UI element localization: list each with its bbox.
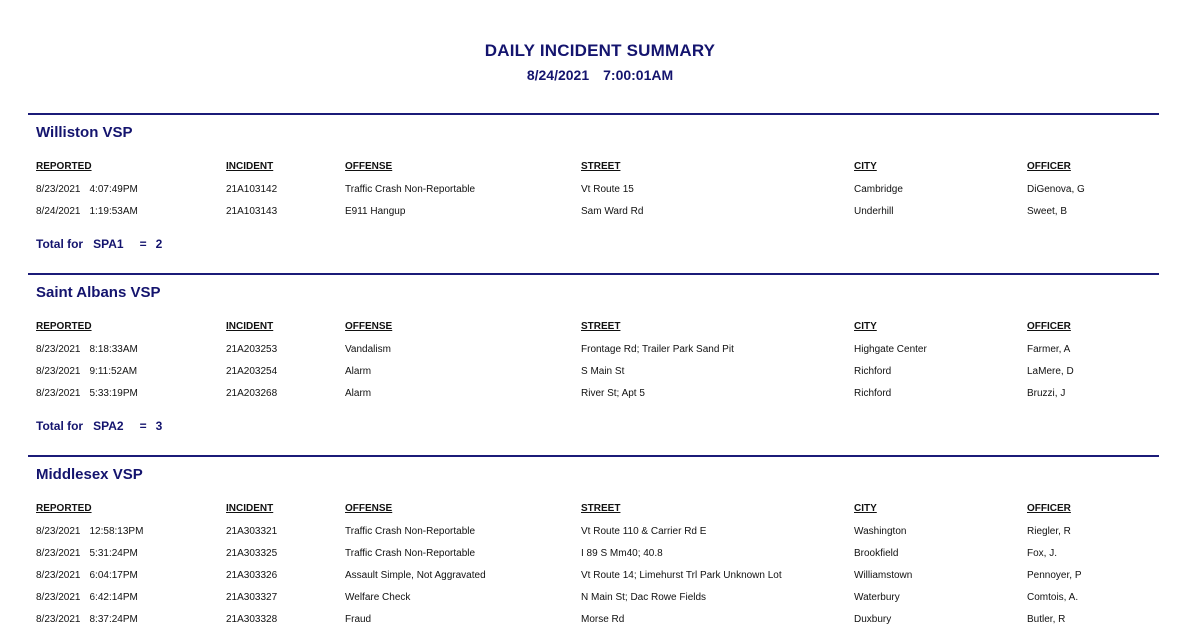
incident-cell: 21A303328: [226, 614, 278, 625]
incident-cell: 21A303327: [226, 592, 278, 603]
reported-cell: [36, 591, 138, 605]
offense-cell: Welfare Check: [345, 592, 411, 603]
reported-time: 5:31:24PM: [89, 548, 138, 559]
table-row: [28, 613, 1159, 629]
officer-cell: Riegler, R: [1027, 526, 1071, 537]
reported-cell: [36, 343, 138, 357]
incident-cell: 21A303321: [226, 526, 278, 537]
reported-cell: [36, 387, 138, 401]
col-reported: REPORTED: [36, 503, 92, 514]
officer-cell: Bruzzi, J: [1027, 388, 1066, 399]
officer-cell: Fox, J.: [1027, 548, 1058, 559]
offense-cell: Alarm: [345, 366, 372, 377]
reported-cell: [36, 365, 137, 379]
section-divider: [28, 455, 1159, 457]
street-cell: Sam Ward Rd: [581, 206, 644, 217]
reported-time: 4:07:49PM: [89, 184, 138, 195]
offense-cell: Traffic Crash Non-Reportable: [345, 526, 476, 537]
col-incident: INCIDENT: [226, 161, 274, 172]
city-cell: Richford: [854, 388, 892, 399]
col-street: STREET: [581, 503, 621, 514]
col-street: STREET: [581, 161, 621, 172]
incident-cell: 21A303326: [226, 570, 278, 581]
col-officer: OFFICER: [1027, 321, 1071, 332]
reported-date: 8/23/2021: [36, 388, 81, 399]
total-count: 2: [155, 237, 163, 251]
section-divider: [28, 113, 1159, 115]
reported-date: 8/23/2021: [36, 526, 81, 537]
reported-time: 8:37:24PM: [89, 614, 138, 625]
total-count: 3: [155, 419, 163, 433]
offense-cell: Traffic Crash Non-Reportable: [345, 184, 476, 195]
street-cell: I 89 S Mm40; 40.8: [581, 548, 663, 559]
city-cell: Richford: [854, 366, 892, 377]
reported-cell: [36, 547, 138, 561]
officer-cell: Pennoyer, P: [1027, 570, 1082, 581]
reported-time: 6:04:17PM: [89, 570, 138, 581]
column-header-row: [28, 320, 1159, 336]
offense-cell: E911 Hangup: [345, 206, 406, 217]
reported-date: 8/23/2021: [36, 184, 81, 195]
street-cell: Vt Route 14; Limehurst Trl Park Unknown Lot: [581, 570, 782, 581]
col-offense: OFFENSE: [345, 161, 393, 172]
street-cell: N Main St; Dac Rowe Fields: [581, 592, 707, 603]
reported-time: 1:19:53AM: [89, 206, 138, 217]
report-title: DAILY INCIDENT SUMMARY: [484, 41, 716, 60]
col-officer: OFFICER: [1027, 503, 1071, 514]
section-title: Williston VSP: [36, 124, 133, 141]
col-officer: OFFICER: [1027, 161, 1071, 172]
col-city: CITY: [854, 503, 877, 514]
total-area: SPA1: [93, 237, 124, 251]
section-total: [36, 419, 162, 433]
table-row: [28, 365, 1159, 381]
city-cell: Williamstown: [854, 570, 913, 581]
offense-cell: Fraud: [345, 614, 372, 625]
total-equals: =: [139, 237, 147, 251]
city-cell: Highgate Center: [854, 344, 927, 355]
column-header-row: [28, 160, 1159, 176]
col-offense: OFFENSE: [345, 321, 393, 332]
report-datetime: [0, 67, 1200, 83]
reported-date: 8/23/2021: [36, 614, 81, 625]
reported-time: 5:33:19PM: [89, 388, 138, 399]
reported-cell: [36, 205, 138, 219]
reported-time: 9:11:52AM: [89, 366, 138, 377]
col-street: STREET: [581, 321, 621, 332]
offense-cell: Vandalism: [345, 344, 391, 355]
incident-cell: 21A203268: [226, 388, 278, 399]
table-row: [28, 569, 1159, 585]
section-total: [36, 237, 162, 251]
street-cell: Morse Rd: [581, 614, 625, 625]
incident-cell: 21A103142: [226, 184, 278, 195]
col-reported: REPORTED: [36, 161, 92, 172]
reported-cell: [36, 525, 143, 539]
reported-cell: [36, 613, 138, 627]
officer-cell: Farmer, A: [1027, 344, 1071, 355]
street-cell: Frontage Rd; Trailer Park Sand Pit: [581, 344, 734, 355]
section-middlesex: [28, 455, 1159, 630]
section-divider: [28, 273, 1159, 275]
reported-date: 8/23/2021: [36, 548, 81, 559]
offense-cell: Traffic Crash Non-Reportable: [345, 548, 476, 559]
street-cell: S Main St: [581, 366, 625, 377]
reported-date: 8/23/2021: [36, 366, 81, 377]
report-time: 7:00:01AM: [603, 67, 674, 83]
section-williston: [28, 113, 1159, 263]
reported-date: 8/23/2021: [36, 570, 81, 581]
table-row: [28, 183, 1159, 199]
col-reported: REPORTED: [36, 321, 92, 332]
reported-date: 8/23/2021: [36, 344, 81, 355]
offense-cell: Alarm: [345, 388, 372, 399]
city-cell: Underhill: [854, 206, 894, 217]
table-row: [28, 591, 1159, 607]
col-city: CITY: [854, 321, 877, 332]
col-offense: OFFENSE: [345, 503, 393, 514]
reported-time: 6:42:14PM: [89, 592, 138, 603]
reported-time: 12:58:13PM: [89, 526, 144, 537]
city-cell: Cambridge: [854, 184, 903, 195]
table-row: [28, 343, 1159, 359]
officer-cell: Butler, R: [1027, 614, 1066, 625]
incident-cell: 21A203253: [226, 344, 278, 355]
street-cell: River St; Apt 5: [581, 388, 645, 399]
table-row: [28, 387, 1159, 403]
reported-date: 8/23/2021: [36, 592, 81, 603]
reported-cell: [36, 569, 138, 583]
section-title: Saint Albans VSP: [36, 284, 161, 301]
officer-cell: LaMere, D: [1027, 366, 1074, 377]
reported-cell: [36, 183, 138, 197]
total-label: Total for: [36, 419, 84, 433]
table-row: [28, 525, 1159, 541]
officer-cell: DiGenova, G: [1027, 184, 1085, 195]
total-label: Total for: [36, 237, 84, 251]
column-header-row: [28, 502, 1159, 518]
table-row: [28, 547, 1159, 563]
total-equals: =: [139, 419, 147, 433]
incident-cell: 21A303325: [226, 548, 278, 559]
officer-cell: Sweet, B: [1027, 206, 1068, 217]
col-incident: INCIDENT: [226, 321, 274, 332]
reported-date: 8/24/2021: [36, 206, 81, 217]
col-city: CITY: [854, 161, 877, 172]
street-cell: Vt Route 15: [581, 184, 634, 195]
total-area: SPA2: [93, 419, 124, 433]
section-saint-albans: [28, 273, 1159, 448]
incident-cell: 21A103143: [226, 206, 278, 217]
table-row: [28, 205, 1159, 221]
incident-cell: 21A203254: [226, 366, 278, 377]
city-cell: Brookfield: [854, 548, 899, 559]
city-cell: Duxbury: [854, 614, 892, 625]
reported-time: 8:18:33AM: [89, 344, 138, 355]
city-cell: Washington: [854, 526, 907, 537]
col-incident: INCIDENT: [226, 503, 274, 514]
street-cell: Vt Route 110 & Carrier Rd E: [581, 526, 707, 537]
officer-cell: Comtois, A.: [1027, 592, 1079, 603]
report-date: 8/24/2021: [526, 67, 590, 83]
city-cell: Waterbury: [854, 592, 900, 603]
section-title: Middlesex VSP: [36, 466, 143, 483]
offense-cell: Assault Simple, Not Aggravated: [345, 570, 486, 581]
